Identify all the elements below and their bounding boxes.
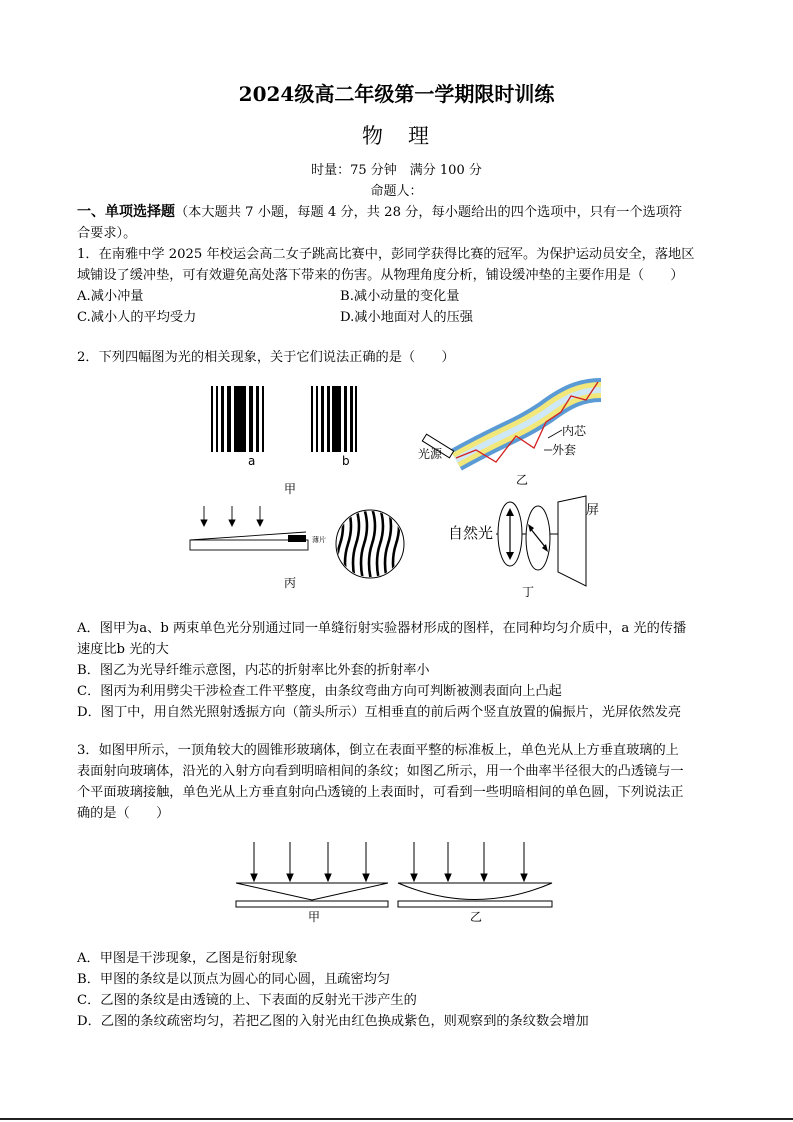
q1-option-c: C.减小人的平均受力 <box>77 310 197 325</box>
fig-label-b: b <box>342 454 350 468</box>
section-note: （本大题共 7 小题，每题 4 分，共 28 分，每小题给出的四个选项中，只有一个选项符 <box>175 205 683 220</box>
q2-option-a-line1: A．图甲为a、b 两束单色光分别通过同一单缝衍射实验器材形成的图样，在同种均匀介质中，a 光的传播 <box>77 621 687 636</box>
q2-fig-jia <box>208 386 368 498</box>
fig-label-baopian: 薄片 <box>312 536 326 544</box>
q2-fig-ding <box>446 494 606 602</box>
fig-label-ping: 屏 <box>586 503 600 518</box>
q2-fig-bing <box>188 500 418 592</box>
subject-title: 物 理 <box>362 124 431 148</box>
q2-option-a-line2: 速度比b 光的大 <box>77 642 169 657</box>
fig-label-bing: 丙 <box>284 576 297 590</box>
fig-label-ziranguang: 自然光 <box>448 524 494 542</box>
page-bottom-rule <box>0 1118 793 1120</box>
section-heading-line <box>77 201 682 221</box>
section-heading: 一、单项选择题 <box>77 204 175 220</box>
q1-option-d: D.减小地面对人的压强 <box>340 310 473 325</box>
q3-option-a: A．甲图是干涉现象，乙图是衍射现象 <box>77 951 298 966</box>
q3-stem-line4: 确的是（ ） <box>77 806 170 821</box>
q3-stem-line1: 3．如图甲所示，一顶角较大的圆锥形玻璃体，倒立在表面平整的标准板上，单色光从上方垂直玻璃的上 <box>77 743 679 758</box>
q2-stem: 2．下列四幅图为光的相关现象，关于它们说法正确的是（ ） <box>77 350 455 365</box>
author-line: 命题人： <box>370 184 423 199</box>
fig-label-yi: 乙 <box>516 473 529 487</box>
q2-option-d: D．图丁中，用自然光照射透振方向（箭头所示）互相垂直的前后两个竖直放置的偏振片，光屏依然发亮 <box>77 705 682 720</box>
section-note-cont: 合要求）。 <box>77 226 137 241</box>
exam-title: 2024级高二年级第一学期限时训练 <box>238 82 555 106</box>
fig-label-neixin: 内芯 <box>562 424 587 438</box>
q2-fig-yi <box>416 372 606 490</box>
fig-label-a: a <box>248 454 256 468</box>
q3-stem-line3: 个平面玻璃接触，单色光从上方垂直射向凸透镜的上表面时，可看到一些明暗相间的单色圆，下列说法正 <box>77 785 684 800</box>
q3-stem-line2: 表面射向玻璃体，沿光的入射方向看到明暗相间的条纹；如图乙所示，用一个曲率半径很大的凸透镜与一 <box>77 764 684 779</box>
q3-option-c: C．乙图的条纹是由透镜的上、下表面的反射光干涉产生的 <box>77 993 417 1008</box>
q2-option-b: B．图乙为光导纤维示意图，内芯的折射率比外套的折射率小 <box>77 663 430 678</box>
fig-label-ding: 丁 <box>522 585 535 599</box>
q3-option-d: D．乙图的条纹疏密均匀，若把乙图的入射光由红色换成紫色，则观察到的条纹数会增加 <box>77 1014 589 1029</box>
q1-stem-line2: 域铺设了缓冲垫，可有效避免高处落下带来的伤害。从物理角度分析，铺设缓冲垫的主要作用是（ ） <box>77 268 684 283</box>
q1-stem-line1: 1．在南雅中学 2025 年校运会高二女子跳高比赛中，彭同学获得比赛的冠军。为保护运动员安全，落地区 <box>77 247 695 262</box>
q1-option-b: B.减小动量的变化量 <box>340 289 460 304</box>
q3-figure <box>232 838 558 928</box>
fig-label-waitao: 外套 <box>552 443 577 457</box>
time-info: 时量：75 分钟 满分 100 分 <box>311 163 482 178</box>
q3-fig-label-jia: 甲 <box>308 910 321 924</box>
fig-label-guangyuan: 光源 <box>418 447 443 461</box>
q1-option-a: A.减小冲量 <box>77 289 144 304</box>
q2-option-c: C．图丙为利用劈尖干涉检查工件平整度，由条纹弯曲方向可判断被测表面向上凸起 <box>77 684 562 699</box>
fig-label-jia: 甲 <box>284 482 297 496</box>
q3-fig-label-yi: 乙 <box>470 910 483 924</box>
q3-option-b: B．甲图的条纹是以顶点为圆心的同心圆，且疏密均匀 <box>77 972 391 987</box>
